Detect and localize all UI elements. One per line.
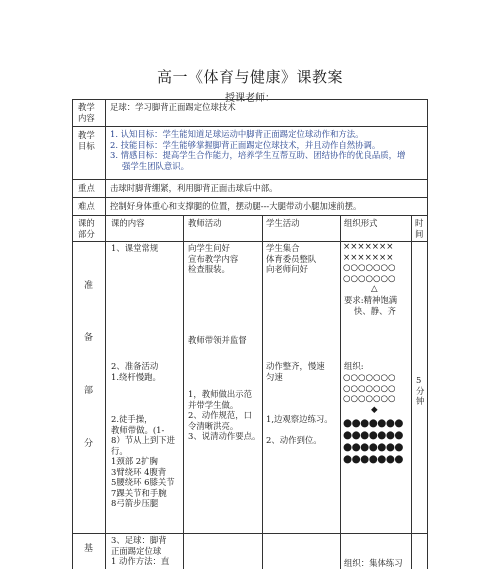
header-lesson: 课的内容: [111, 218, 145, 228]
prep-teacher-2: 教师带领并监督: [188, 335, 247, 345]
prep-time: 5 分 钟: [416, 375, 425, 406]
teacher-marker-diamond: ◆: [371, 404, 378, 415]
prep-teacher-3: 1，教师做出示范 并带学生做。 2、动作规范，口 令清晰洪亮。 3、说清动作要点。: [188, 389, 261, 441]
key-label: 重点: [78, 183, 95, 193]
difficult-label: 难点: [78, 201, 95, 211]
basic-content: 3、足球：脚背 正面踢定位球 1 动作方法：直: [111, 535, 170, 566]
page-title: 高一《体育与健康》课教案: [156, 68, 343, 86]
section-char-3: 部: [84, 386, 94, 396]
header-section: 课的 部分: [78, 218, 95, 239]
section-char-4: 分: [84, 439, 94, 449]
header-time: 时 间: [415, 218, 424, 239]
section-char-basic: 基: [84, 544, 94, 554]
difficult-text: 控制好身体重心和支撑腿的位置，摆动腿---大腿带动小腿加速前摆。: [110, 201, 362, 211]
goals-label: 教学 目标: [78, 130, 95, 151]
basic-org: 组织：集体练习: [344, 558, 403, 568]
prep-student-1: 学生集合 体育委员整队 向老师问好: [266, 243, 317, 274]
header-teacher: 教师活动: [188, 218, 222, 228]
prep-student-3: 1,边观察边练习。 2、动作到位。: [266, 414, 333, 445]
formation-2: ○○○○○○○ ○○○○○○○ ○○○○○○○ ◆: [343, 373, 396, 415]
formation-1-requirement: 要求:精神饱满 快、静、齐: [344, 295, 398, 316]
formation-2-dots: ●●●●●●● ●●●●●●● ●●●●●●● ●●●●●●●: [343, 417, 403, 465]
header-org: 组织形式: [344, 218, 378, 228]
prep-content-3: 2.徒手操， 教师带做。(1- 8）节从上到下进 行。 1颈部 2扩胸 3臂绕环 4腹背 5腰绕环 6膝关节 7踝关节和手腕 8弓箭步压腿: [111, 414, 175, 508]
prep-teacher-1: 向学生问好 宣布教学内容 检查服装。: [188, 243, 239, 274]
section-char-2: 备: [84, 333, 94, 343]
prep-content-1: 1、课堂常规: [111, 243, 159, 253]
formation-1: ××××××× ××××××× ○○○○○○○ ○○○○○○○ △: [343, 242, 396, 294]
lesson-plan-table: [72, 99, 428, 569]
prep-student-2: 动作整齐，慢速 匀速: [266, 361, 325, 382]
goals-text: 1. 认知目标：学生能知道足球运动中脚背正面踢定位球动作和方法。 2. 技能目标：学生能够掌握脚背正面踢定位球技术，并且动作自然协调。 3. 情感目标：提高学生合作能力，培养学生互帮互助、团结协作的优良品质，增 强学生团队意识。: [110, 129, 406, 171]
content-text: 足球：学习脚背正面踢定位球技术: [110, 102, 236, 112]
key-text: 击球时脚背绷紧，利用脚背正面击球后中部。: [110, 183, 278, 193]
header-student: 学生活动: [266, 218, 300, 228]
prep-content-2: 2、准备活动 1.绕杆慢跑。: [111, 361, 161, 382]
content-label: 教学 内容: [78, 102, 95, 123]
teacher-marker-triangle: △: [371, 284, 378, 294]
section-char-1: 准: [84, 281, 94, 291]
formation-2-label: 组织:: [344, 361, 364, 371]
